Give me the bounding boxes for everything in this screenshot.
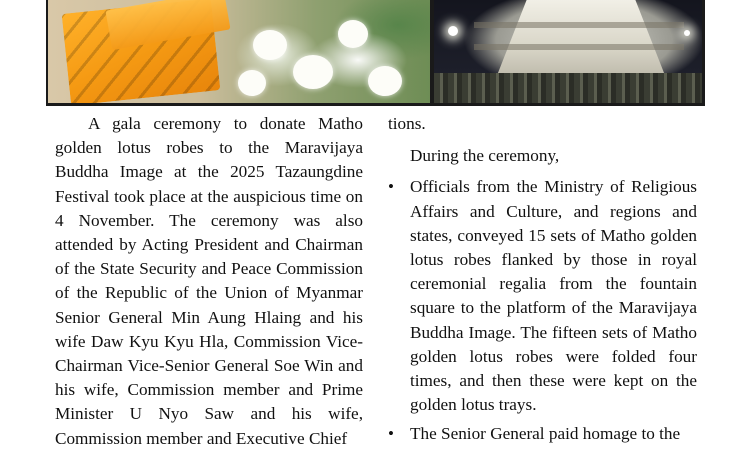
white-flower [293, 55, 333, 89]
light-glow [448, 26, 458, 36]
list-item [388, 175, 697, 417]
bullet-text: The Senior General paid homage to the [410, 424, 681, 444]
stupa-ring [474, 22, 684, 28]
bullet-list [388, 175, 697, 446]
light-glow [684, 30, 690, 36]
crowd-silhouettes [434, 73, 702, 103]
body-paragraph: A gala ceremony to donate Matho golden lotus robes to the Maravijaya Buddha Image at the 2025 Tazaungdine Festival took place at the auspicious time on 4 November. The ceremony was also attended by Acting President and Chairman of the State Security and Peace Commission of the Republic of the Union of Myanmar Senior General Min Aung Hlaing and his wife Daw Kyu Kyu Hla, Commission Vice-Chairman Vice-Senior General Soe Win and his wife, Commission member and Prime Minister U Nyo Saw and his wife, Commission member and Executive Chief [55, 114, 363, 448]
bullet-dot: • [388, 177, 394, 197]
pagoda-stupa [496, 0, 666, 78]
intro-paragraph: During the ceremony, [410, 146, 560, 166]
photo-strip [46, 0, 705, 106]
left-column [55, 112, 363, 451]
list-item [388, 422, 697, 446]
white-flower [253, 30, 287, 60]
stupa-ring [474, 44, 684, 50]
robes-and-flowers-photo [48, 0, 430, 103]
continuation-text: tions. [388, 114, 426, 133]
bullet-dot: • [388, 424, 394, 444]
right-column [388, 112, 697, 452]
white-flower [238, 70, 266, 96]
bullet-text: Officials from the Ministry of Religious Affairs and Culture, and regions and states, conveyed 15 sets of Matho golden lotus robes flanked by those in royal ceremonial regalia from the fountain square to the platform of the Maravijaya Buddha Image. The fifteen sets of Matho golden lotus robes were folded four times, and then these were kept on the golden lotus trays. [410, 177, 697, 415]
pagoda-at-night-photo [434, 0, 702, 103]
white-flower [368, 66, 402, 96]
white-flower [338, 20, 368, 48]
